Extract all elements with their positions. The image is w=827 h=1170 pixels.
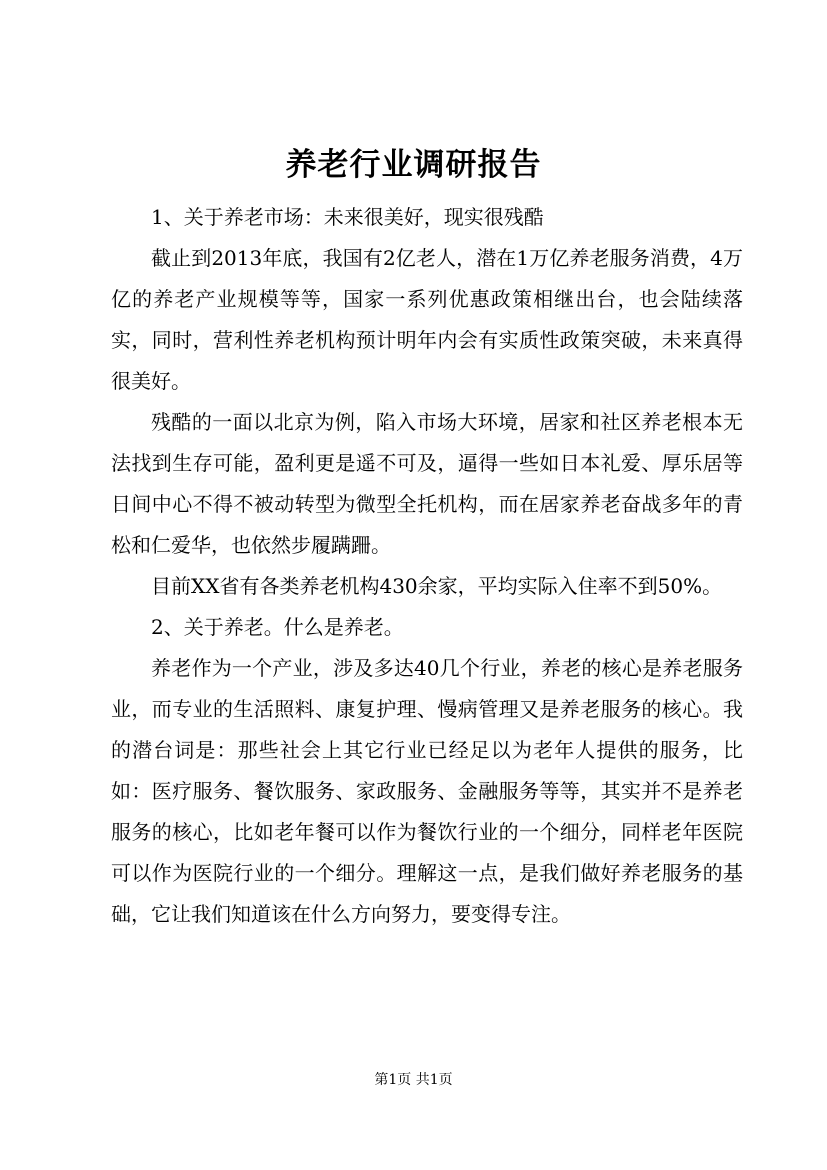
document-title: 养老行业调研报告: [285, 147, 542, 183]
paragraph-market-reality: 残酷的一面以北京为例，陷入市场大环境，居家和社区养老根本无法找到生存可能，盈利更是遥不可及，逼得一些如日本礼爱、厚乐居等日间中心不得不被动转型为微型全托机构，而在居家养老奋战多年的青松和仁爱华，也依然步履蹒跚。: [111, 410, 743, 557]
paragraph-occupancy-rate: 目前XX省有各类养老机构430余家，平均实际入住率不到50%。: [151, 574, 723, 598]
paragraph-elderly-care-core: 养老作为一个产业，涉及多达40几个行业，养老的核心是养老服务业，而专业的生活照料、康复护理、慢病管理又是养老服务的核心。我的潜台词是：那些社会上其它行业已经足以为老年人提供的服务，比如：医疗服务、餐饮服务、家政服务、金融服务等等，其实并不是养老服务的核心，比如老年餐可以作为餐饮行业的一个细分，同样老年医院可以作为医院行业的一个细分。理解这一点，是我们做好养老服务的基础，它让我们知道该在什么方向努力，要变得专注。: [111, 656, 743, 926]
paragraph-market-outlook: 截止到2013年底，我国有2亿老人，潜在1万亿养老服务消费，4万亿的养老产业规模等等，国家一系列优惠政策相继出台，也会陆续落实，同时，营利性养老机构预计明年内会有实质性政策突破，未来真得很美好。: [111, 246, 743, 393]
document-body: [111, 197, 743, 935]
section-heading-market: 1、关于养老市场：未来很美好，现实很残酷: [151, 205, 544, 229]
page-footer: 第1页 共1页: [374, 1072, 453, 1088]
section-heading-elderly-care: 2、关于养老。什么是养老。: [151, 615, 404, 639]
